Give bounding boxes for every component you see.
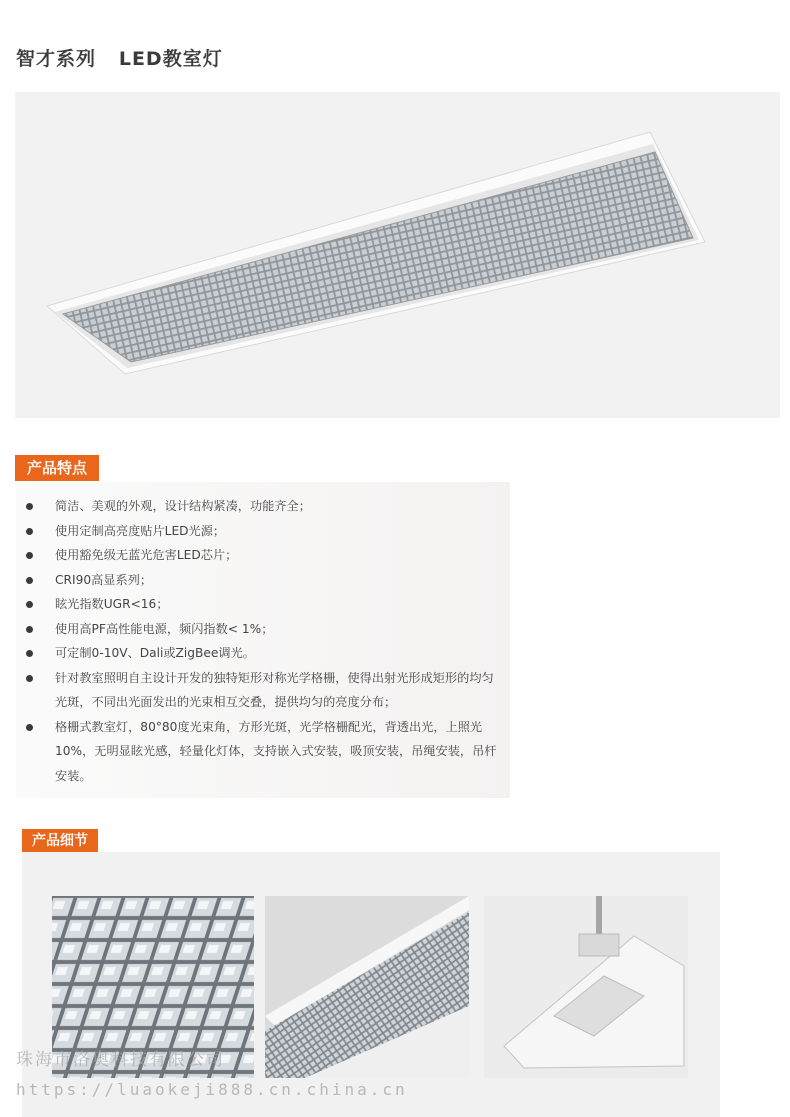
feature-item bbox=[15, 641, 500, 666]
bullet-icon bbox=[26, 528, 33, 535]
feature-item bbox=[15, 666, 500, 715]
feature-text: 使用高PF高性能电源，频闪指数< 1%； bbox=[55, 621, 274, 636]
bullet-icon bbox=[26, 724, 33, 731]
feature-text: 眩光指数UGR<16； bbox=[55, 597, 169, 611]
feature-text: 针对教室照明自主设计开发的独特矩形对称光学格栅，使得出射光形成矩形的均匀光斑，不同出光面发出的光束相互交叠，提供均匀的亮度分布； bbox=[55, 670, 494, 709]
hero-product-image bbox=[15, 92, 780, 418]
feature-text: 使用定制高亮度贴片LED光源； bbox=[55, 523, 226, 538]
page-title: 智才系列 LED教室灯 bbox=[16, 48, 223, 70]
bullet-icon bbox=[26, 675, 33, 682]
feature-text: 可定制0-10V、Dali或ZigBee调光。 bbox=[55, 646, 255, 660]
features-panel bbox=[15, 482, 510, 798]
bullet-icon bbox=[26, 650, 33, 657]
details-panel bbox=[22, 852, 720, 1117]
feature-item bbox=[15, 494, 500, 519]
feature-text: 使用豁免级无蓝光危害LED芯片； bbox=[55, 548, 238, 562]
feature-text: CRI90高显系列； bbox=[55, 572, 153, 587]
details-tag: 产品细节 bbox=[22, 829, 98, 853]
detail-photo-panel-edge bbox=[265, 896, 469, 1078]
feature-item bbox=[15, 543, 500, 568]
feature-item bbox=[15, 617, 500, 642]
bullet-icon bbox=[26, 577, 33, 584]
detail-photo-suspension bbox=[484, 896, 688, 1078]
features-tag: 产品特点 bbox=[15, 455, 99, 481]
feature-item bbox=[15, 592, 500, 617]
watermark-company: 珠海市洛奥科技有限公司 bbox=[16, 1050, 225, 1070]
bullet-icon bbox=[26, 552, 33, 559]
feature-item bbox=[15, 519, 500, 544]
bullet-icon bbox=[26, 626, 33, 633]
feature-text: 格栅式教室灯，80°80度光束角，方形光斑，光学格栅配光，背透出光，上照光10%，无明显眩光感，轻量化灯体，支持嵌入式安装，吸顶安装，吊绳安装，吊杆安装。 bbox=[55, 719, 497, 783]
watermark-url: https://luaokeji888.cn.china.cn bbox=[16, 1080, 408, 1099]
bullet-icon bbox=[26, 601, 33, 608]
features-list bbox=[15, 482, 510, 788]
bullet-icon bbox=[26, 503, 33, 510]
feature-text: 简洁、美观的外观，设计结构紧凑，功能齐全； bbox=[55, 499, 311, 513]
feature-item bbox=[15, 568, 500, 593]
feature-item bbox=[15, 715, 500, 789]
